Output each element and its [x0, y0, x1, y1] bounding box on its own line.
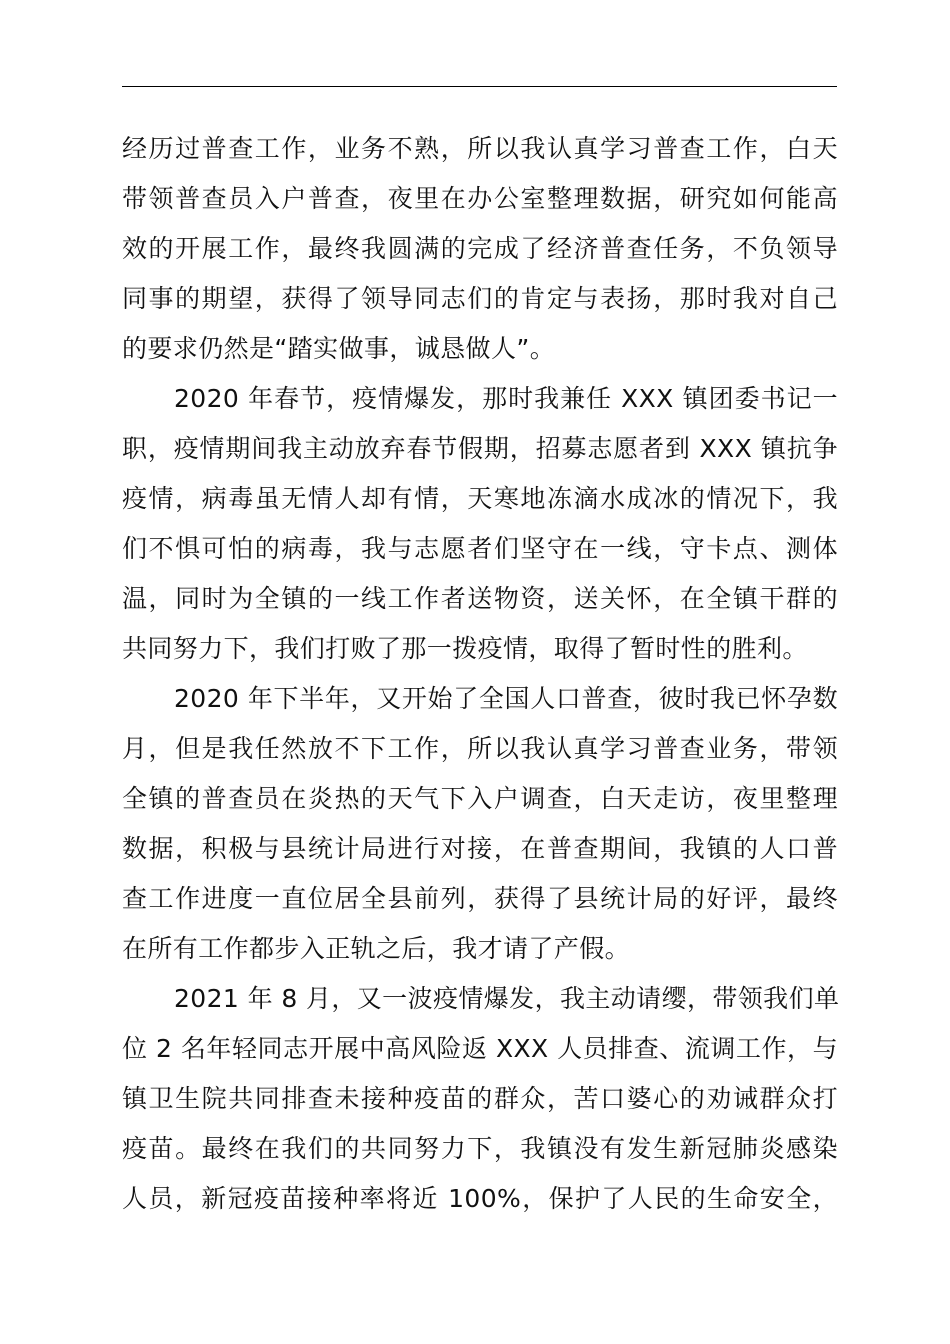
text-line: 带领普查员入户普查，夜里在办公室整理数据，研究如何能高: [122, 184, 838, 213]
text-line: 共同努力下，我们打败了那一拨疫情，取得了暂时性的胜利。: [122, 634, 808, 663]
text-line: 数据，积极与县统计局进行对接，在普查期间，我镇的人口普: [122, 834, 838, 863]
text-line: 2020 年下半年，又开始了全国人口普查，彼时我已怀孕数: [174, 684, 838, 713]
text-line: 的要求仍然是“踏实做事，诚恳做人”。: [122, 334, 556, 363]
text-line: 疫情，病毒虽无情人却有情，天寒地冻滴水成冰的情况下，我: [122, 484, 838, 513]
text-line: 全镇的普查员在炎热的天气下入户调查，白天走访，夜里整理: [122, 784, 838, 813]
text-line: 位 2 名年轻同志开展中高风险返 XXX 人员排查、流调工作，与: [122, 1034, 838, 1063]
text-line: 职，疫情期间我主动放弃春节假期，招募志愿者到 XXX 镇抗争: [122, 434, 838, 463]
text-line: 在所有工作都步入正轨之后，我才请了产假。: [122, 934, 631, 963]
text-line: 人员，新冠疫苗接种率将近 100%，保护了人民的生命安全，: [122, 1184, 838, 1213]
text-line: 查工作进度一直位居全县前列，获得了县统计局的好评，最终: [122, 884, 838, 913]
text-line: 同事的期望，获得了领导同志们的肯定与表扬，那时我对自己: [122, 284, 838, 313]
text-line: 2021 年 8 月，又一波疫情爆发，我主动请缨，带领我们单: [174, 984, 840, 1013]
text-line: 们不惧可怕的病毒，我与志愿者们坚守在一线，守卡点、测体: [122, 534, 838, 563]
text-line: 镇卫生院共同排查未接种疫苗的群众，苦口婆心的劝诫群众打: [122, 1084, 838, 1113]
header-rule: [122, 86, 837, 87]
text-line: 效的开展工作，最终我圆满的完成了经济普查任务，不负领导: [122, 234, 838, 263]
text-line: 温，同时为全镇的一线工作者送物资，送关怀，在全镇干群的: [122, 584, 838, 613]
text-line: 2020 年春节，疫情爆发，那时我兼任 XXX 镇团委书记一: [174, 384, 838, 413]
body-text: [122, 124, 838, 1224]
text-line: 月，但是我任然放不下工作，所以我认真学习普查业务，带领: [122, 734, 838, 763]
text-line: 疫苗。最终在我们的共同努力下，我镇没有发生新冠肺炎感染: [122, 1134, 838, 1163]
text-line: 经历过普查工作，业务不熟，所以我认真学习普查工作，白天: [122, 134, 838, 163]
